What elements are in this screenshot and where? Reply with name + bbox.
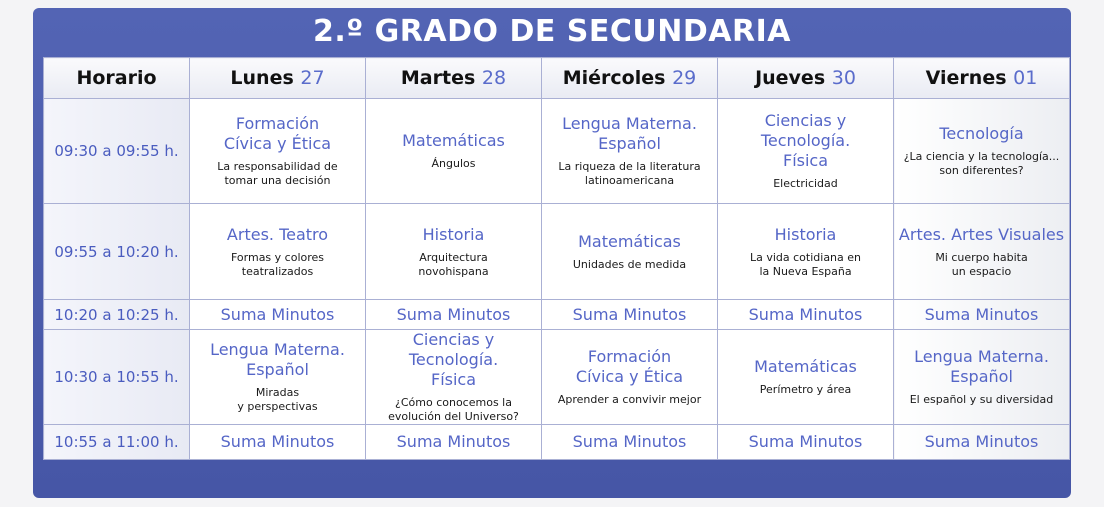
topic-text: La riqueza de la literatura latinoamericana xyxy=(558,160,701,187)
topic-text: La vida cotidiana en la Nueva España xyxy=(749,250,862,278)
subject-name: Tecnología xyxy=(939,124,1024,143)
schedule-cell xyxy=(542,99,718,204)
topic-text: Aprender a convivir mejor xyxy=(557,393,702,406)
schedule-cell xyxy=(366,330,542,425)
day-number: 28 xyxy=(481,67,507,89)
topic-text: Miradas y perspectivas xyxy=(237,386,318,413)
day-number: 30 xyxy=(831,67,856,89)
day-name: Viernes xyxy=(925,67,1007,89)
schedule-cell xyxy=(366,99,542,204)
page-title: 2.º GRADO DE SECUNDARIA xyxy=(313,14,791,49)
subject-name: Artes. Artes Visuales xyxy=(898,224,1065,244)
subject-name: Lengua Materna. Español xyxy=(562,114,697,153)
subject-name: Suma Minutos xyxy=(748,432,863,451)
schedule-cell xyxy=(366,425,542,460)
subject-name: Matemáticas xyxy=(402,131,505,150)
schedule-cell xyxy=(190,425,366,460)
day-number: 29 xyxy=(672,67,697,89)
schedule-cell xyxy=(718,99,894,204)
table-row xyxy=(44,99,1070,204)
column-header-day xyxy=(542,58,718,99)
table-row xyxy=(44,425,1070,460)
subject-name: Suma Minutos xyxy=(572,432,687,451)
schedule-cell xyxy=(542,330,718,425)
column-header-day xyxy=(718,58,894,99)
topic-text: ¿Cómo conocemos la evolución del Universo? xyxy=(388,396,519,423)
topic-text: Ángulos xyxy=(431,157,476,170)
table-row xyxy=(44,204,1070,300)
schedule-cell xyxy=(718,204,894,300)
schedule-cell xyxy=(718,425,894,460)
subject-name: Ciencias y Tecnología. Física xyxy=(760,111,851,170)
topic-text: ¿La ciencia y la tecnología... son diferentes? xyxy=(903,150,1060,177)
schedule-cell xyxy=(366,204,542,300)
subject-name: Suma Minutos xyxy=(924,432,1039,451)
table-row xyxy=(44,300,1070,330)
schedule-cell xyxy=(718,300,894,330)
day-name: Jueves xyxy=(755,67,826,89)
topic-text: Mi cuerpo habita un espacio xyxy=(935,250,1028,278)
schedule-cell xyxy=(894,425,1070,460)
time-slot: 10:20 a 10:25 h. xyxy=(44,300,190,330)
subject-name: Suma Minutos xyxy=(396,432,511,451)
topic-text: Arquitectura novohispana xyxy=(418,250,489,278)
topic-text: Formas y colores teatralizados xyxy=(230,250,325,278)
schedule-cell xyxy=(542,204,718,300)
time-slot: 10:55 a 11:00 h. xyxy=(44,425,190,460)
schedule-cell xyxy=(894,99,1070,204)
column-header-horario: Horario xyxy=(44,58,190,99)
schedule-cell xyxy=(190,204,366,300)
schedule-cell xyxy=(894,300,1070,330)
subject-name: Suma Minutos xyxy=(220,304,335,324)
column-header-day xyxy=(190,58,366,99)
table-row xyxy=(44,330,1070,425)
schedule-cell xyxy=(718,330,894,425)
subject-name: Suma Minutos xyxy=(220,432,335,451)
schedule-cell xyxy=(366,300,542,330)
day-name: Martes xyxy=(400,67,476,89)
day-name: Miércoles xyxy=(562,67,666,89)
schedule-cell xyxy=(542,300,718,330)
time-slot: 10:30 a 10:55 h. xyxy=(44,330,190,425)
subject-name: Historia xyxy=(422,224,485,244)
schedule-cell xyxy=(894,330,1070,425)
subject-name: Artes. Teatro xyxy=(226,224,329,244)
schedule-cell xyxy=(190,330,366,425)
time-slot: 09:55 a 10:20 h. xyxy=(44,204,190,300)
column-header-day xyxy=(894,58,1070,99)
subject-name: Matemáticas xyxy=(754,357,857,376)
schedule-cell xyxy=(894,204,1070,300)
subject-name: Suma Minutos xyxy=(396,304,511,324)
column-header-day xyxy=(366,58,542,99)
topic-text: La responsabilidad de tomar una decisión xyxy=(217,160,338,187)
header-row xyxy=(44,58,1070,99)
subject-name: Suma Minutos xyxy=(748,304,863,324)
subject-name: Lengua Materna. Español xyxy=(914,347,1049,386)
schedule-cell xyxy=(190,300,366,330)
day-number: 01 xyxy=(1013,67,1038,89)
schedule-cell xyxy=(190,99,366,204)
subject-name: Historia xyxy=(774,224,837,244)
schedule-panel xyxy=(33,8,1071,498)
subject-name: Matemáticas xyxy=(578,231,681,251)
schedule-table xyxy=(43,57,1070,460)
subject-name: Lengua Materna. Español xyxy=(210,340,345,379)
subject-name: Suma Minutos xyxy=(572,304,687,324)
subject-name: Suma Minutos xyxy=(924,304,1039,324)
topic-text: Unidades de medida xyxy=(572,257,687,271)
schedule-cell xyxy=(542,425,718,460)
topic-text: Perímetro y área xyxy=(759,383,852,396)
subject-name: Formación Cívica y Ética xyxy=(223,114,332,153)
topic-text: Electricidad xyxy=(773,177,838,190)
day-name: Lunes xyxy=(230,67,294,89)
time-slot: 09:30 a 09:55 h. xyxy=(44,99,190,204)
topic-text: El español y su diversidad xyxy=(909,393,1054,406)
subject-name: Ciencias y Tecnología. Física xyxy=(408,330,499,389)
subject-name: Formación Cívica y Ética xyxy=(575,347,684,386)
day-number: 27 xyxy=(300,67,325,89)
